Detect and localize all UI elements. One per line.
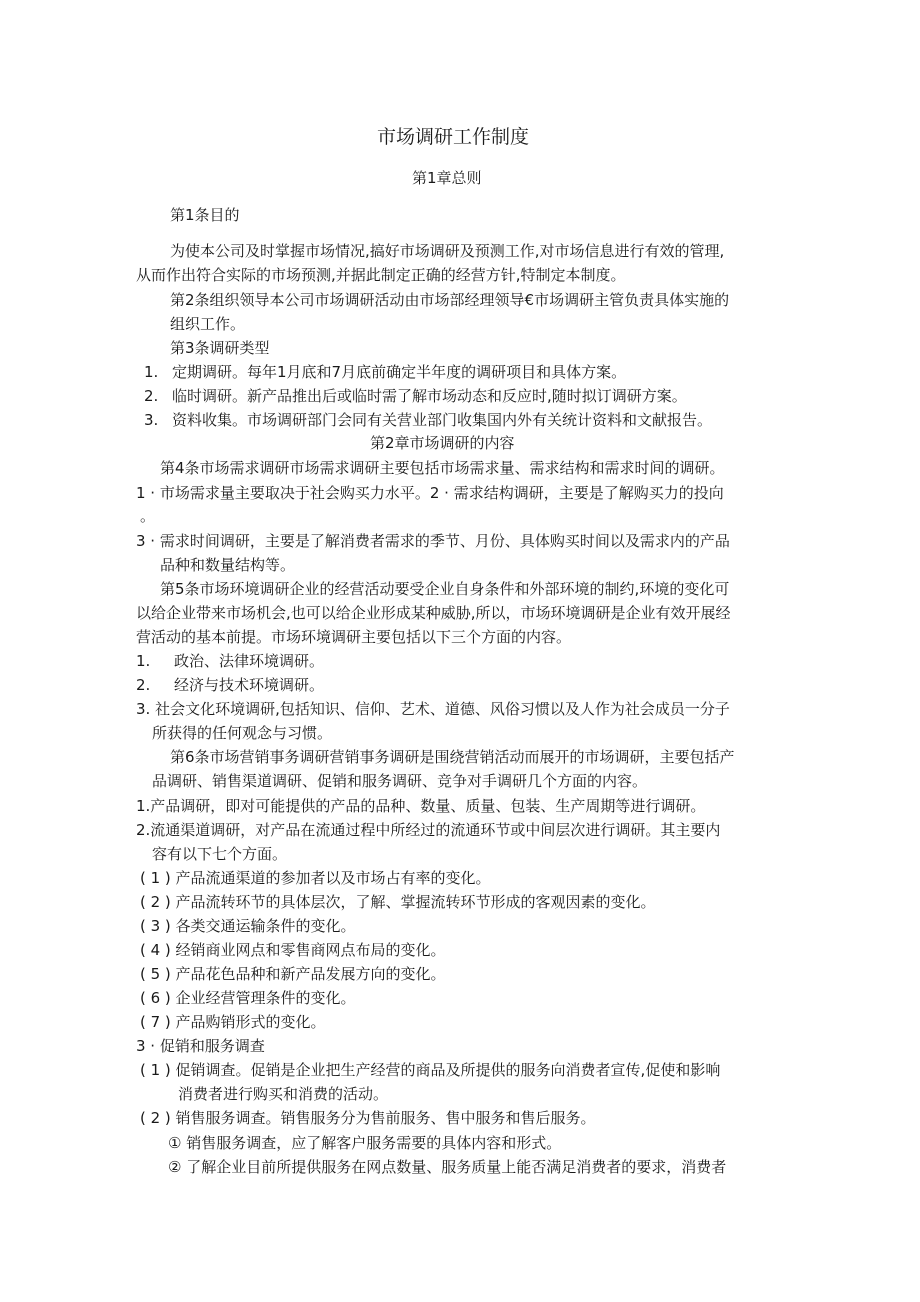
article-6-point-1: 1.产品调研，即对可能提供的产品的品种、数量、质量、包装、生产周期等进行调研。 [136, 797, 706, 815]
list-item-text: 临时调研。新产品推出后或临时需了解市场动态和反应时,随时拟订调研方案。 [172, 387, 687, 405]
article-1-heading: 第1条目的 [170, 206, 240, 224]
list-item: ( 1 ) 产品流通渠道的参加者以及市场占有率的变化。 [140, 869, 491, 887]
article-2-line-1: 第2条组织领导本公司市场调研活动由市场部经理领导€市场调研主管负责具体实施的 [170, 291, 730, 309]
article-2-line-2: 组织工作。 [170, 315, 246, 333]
article-1-line-1: 为使本公司及时掌握市场情况,搞好市场调研及预测工作,对市场信息进行有效的管理, [170, 242, 725, 260]
list-item: ( 2 ) 产品流转环节的具体层次，了解、掌握流转环节形成的客观因素的变化。 [140, 893, 656, 911]
list-item-number: 3. [144, 411, 159, 429]
list-item-number: 1. [144, 363, 159, 381]
article-5-line-2: 以给企业带来市场机会,也可以给企业形成某种威胁,所以，市场环境调研是企业有效开展经 [136, 604, 731, 622]
circled-item-1: ① 销售服务调查，应了解客户服务需要的具体内容和形式。 [168, 1134, 562, 1152]
promotion-1-line-1: ( 1 ) 促销调查。促销是企业把生产经营的商品及所提供的服务向消费者宣传,促使和影响 [140, 1061, 721, 1079]
promotion-2: ( 2 ) 销售服务调查。销售服务分为售前服务、售中服务和售后服务。 [140, 1109, 596, 1127]
list-item [136, 675, 324, 695]
article-4-line-5: 品种和数量结构等。 [160, 556, 296, 574]
document-title: 市场调研工作制度 [377, 126, 530, 148]
article-5-item-3-line-1: 3. 社会文化环境调研,包括知识、信仰、艺术、道德、风俗习惯以及人作为社会成员一分子 [136, 700, 730, 718]
article-4-line-3: 。 [140, 507, 156, 525]
list-item-text: 定期调研。每年1月底和7月底前确定半年度的调研项目和具体方案。 [172, 363, 627, 381]
article-6-line-2: 品调研、销售渠道调研、促销和服务调研、竞争对手调研几个方面的内容。 [152, 772, 648, 790]
article-1-line-2: 从而作出符合实际的市场预测,并据此制定正确的经营方针,特制定本制度。 [136, 266, 626, 284]
article-6-point-3: 3 · 促销和服务调查 [136, 1037, 265, 1055]
list-item-number: 1. [136, 652, 151, 670]
article-5-line-3: 营活动的基本前提。市场环境调研主要包括以下三个方面的内容。 [136, 628, 572, 646]
list-item: ( 7 ) 产品购销形式的变化。 [140, 1013, 326, 1031]
list-item-text: 政治、法律环境调研。 [174, 652, 325, 670]
promotion-1-line-2: 消费者进行购买和消费的活动。 [178, 1085, 389, 1103]
list-item-number: 2. [136, 676, 151, 694]
list-item: ( 5 ) 产品花色品种和新产品发展方向的变化。 [140, 965, 446, 983]
list-item-text: 资料收集。市场调研部门会同有关营业部门收集国内外有关统计资料和文献报告。 [172, 411, 713, 429]
list-item [144, 386, 687, 406]
article-4-line-4: 3 · 需求时间调研，主要是了解消费者需求的季节、月份、具体购买时间以及需求内的产品 [136, 532, 730, 550]
chapter-1-heading: 第1章总则 [412, 169, 482, 187]
list-item [144, 410, 712, 430]
list-item-text: 经济与技术环境调研。 [174, 676, 325, 694]
article-5-item-3-line-2: 所获得的任何观念与习惯。 [152, 724, 333, 742]
list-item: ( 4 ) 经销商业网点和零售商网点布局的变化。 [140, 941, 446, 959]
list-item-number: 2. [144, 387, 159, 405]
article-6-point-2-line-1: 2.流通渠道调研，对产品在流通过程中所经过的流通环节或中间层次进行调研。其主要内 [136, 821, 721, 839]
article-4-line-2: 1 · 市场需求量主要取决于社会购买力水平。2 · 需求结构调研，主要是了解购买力的投向 [136, 484, 724, 502]
article-6-point-2-line-2: 容有以下七个方面。 [152, 845, 288, 863]
list-item: ( 6 ) 企业经营管理条件的变化。 [140, 989, 356, 1007]
article-3-heading: 第3条调研类型 [170, 339, 270, 357]
list-item [136, 651, 324, 671]
article-6-line-1: 第6条市场营销事务调研营销事务调研是围绕营销活动而展开的市场调研，主要包括产 [170, 748, 735, 766]
article-4-line-1: 第4条市场需求调研市场需求调研主要包括市场需求量、需求结构和需求时间的调研。 [160, 459, 725, 477]
article-5-line-1: 第5条市场环境调研企业的经营活动要受企业自身条件和外部环境的制约,环境的变化可 [160, 580, 730, 598]
list-item [144, 362, 626, 382]
circled-item-2: ② 了解企业目前所提供服务在网点数量、服务质量上能否满足消费者的要求，消费者 [168, 1158, 727, 1176]
chapter-2-heading: 第2章市场调研的内容 [370, 434, 515, 452]
list-item: ( 3 ) 各类交通运输条件的变化。 [140, 917, 356, 935]
